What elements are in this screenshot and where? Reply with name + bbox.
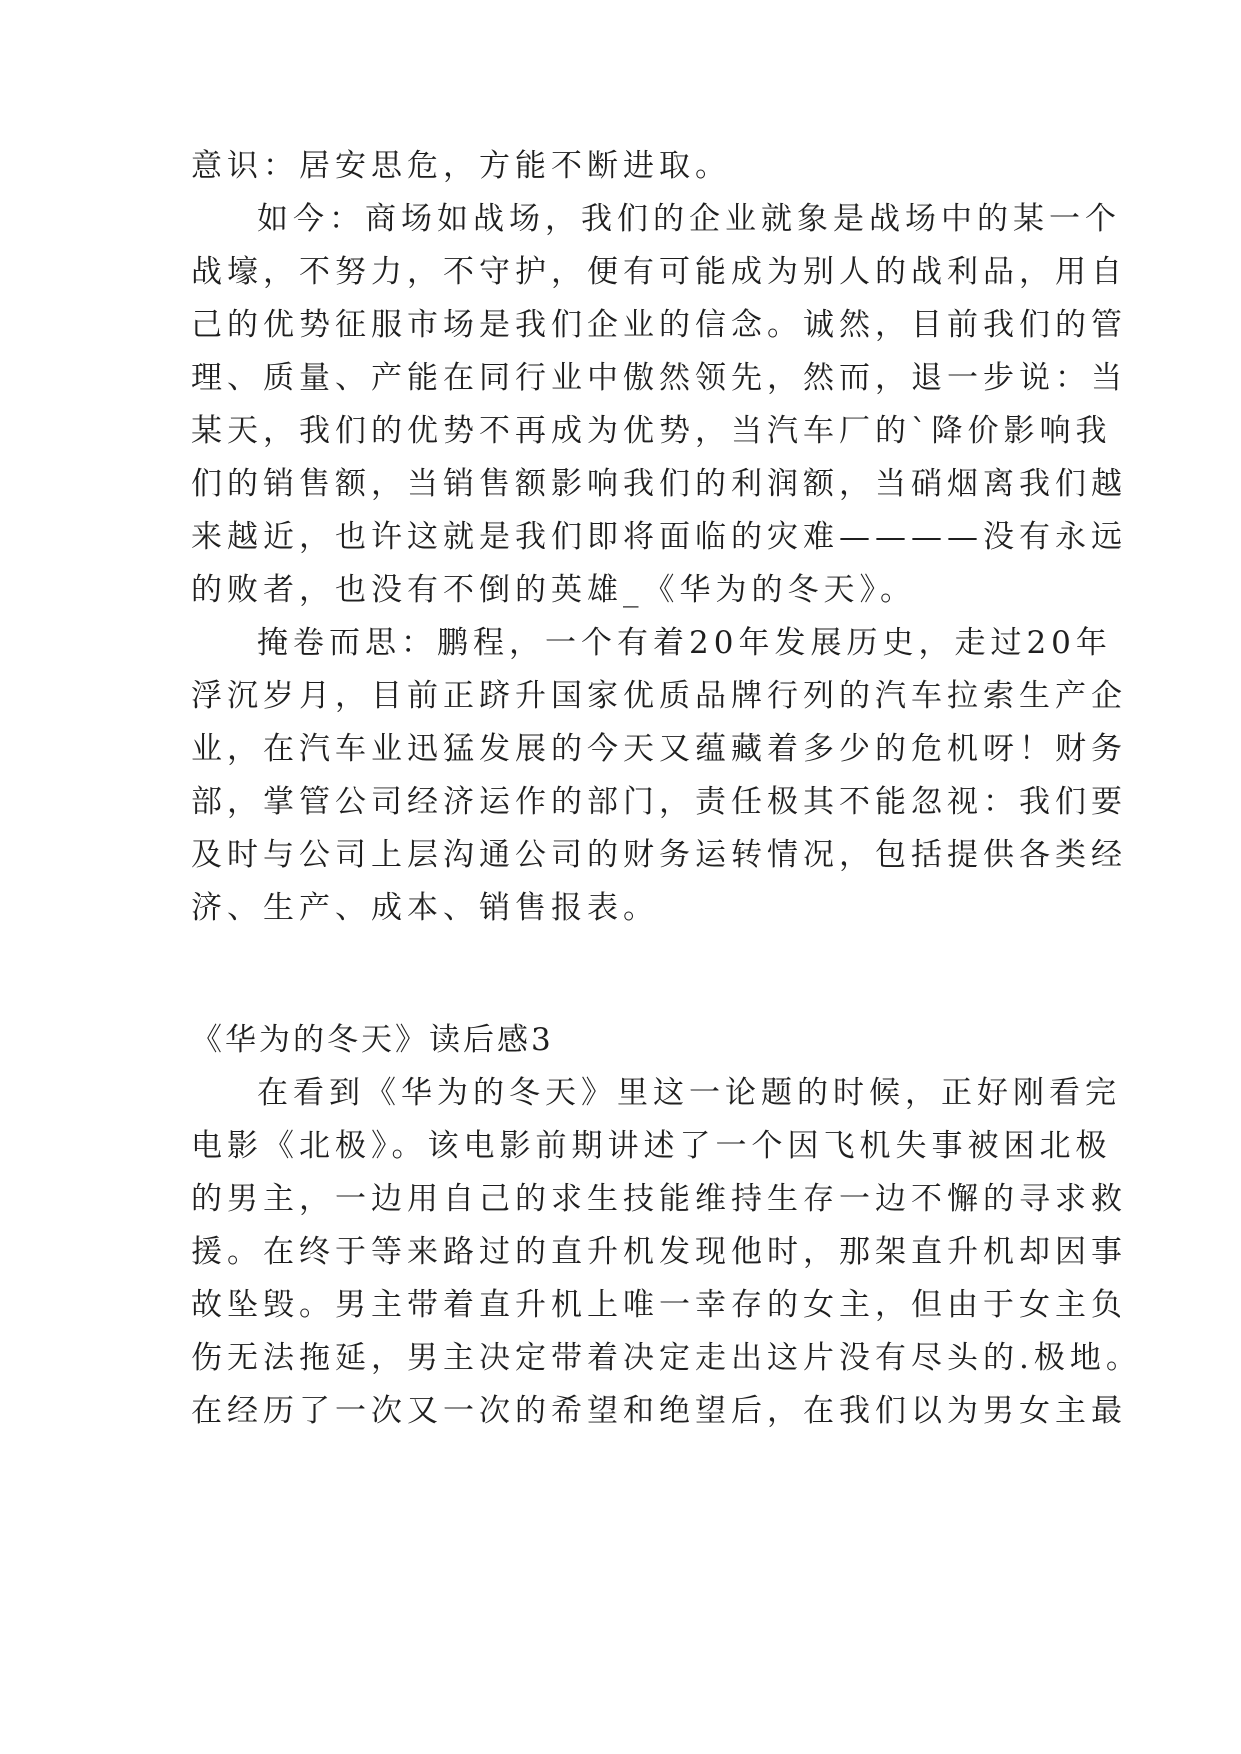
paragraph-line: 己的优势征服市场是我们企业的信念。诚然，目前我们的管	[191, 307, 1127, 343]
paragraph-line: 理、质量、产能在同行业中傲然领先，然而，退一步说：当	[191, 360, 1127, 396]
paragraph-line: 部，掌管公司经济运作的部门，责任极其不能忽视：我们要	[191, 784, 1127, 820]
paragraph-line: 的败者，也没有不倒的英雄_《华为的冬天》。	[191, 572, 916, 608]
paragraph-line: 们的销售额，当销售额影响我们的利润额，当硝烟离我们越	[191, 466, 1127, 502]
paragraph-line: 在经历了一次又一次的希望和绝望后，在我们以为男女主最	[191, 1393, 1127, 1429]
paragraph-line: 意识：居安思危，方能不断进取。	[191, 148, 731, 184]
paragraph-line: 某天，我们的优势不再成为优势，当汽车厂的`降价影响我	[191, 413, 1112, 449]
paragraph-line: 故坠毁。男主带着直升机上唯一幸存的女主，但由于女主负	[191, 1287, 1127, 1323]
paragraph-line: 业，在汽车业迅猛发展的今天又蕴藏着多少的危机呀！财务	[191, 731, 1127, 767]
paragraph-line: 电影《北极》。该电影前期讲述了一个因飞机失事被困北极	[191, 1128, 1112, 1164]
paragraph-line: 浮沉岁月，目前正跻升国家优质品牌行列的汽车拉索生产企	[191, 678, 1127, 714]
paragraph-line: 的男主，一边用自己的求生技能维持生存一边不懈的寻求救	[191, 1181, 1127, 1217]
paragraph-line: 在看到《华为的冬天》里这一论题的时候，正好刚看完	[257, 1075, 1121, 1111]
paragraph-line: 及时与公司上层沟通公司的财务运转情况，包括提供各类经	[191, 837, 1127, 873]
paragraph-line: 如今：商场如战场，我们的企业就象是战场中的某一个	[257, 201, 1121, 237]
paragraph-line: 济、生产、成本、销售报表。	[191, 890, 659, 926]
paragraph-line: 伤无法拖延，男主决定带着决定走出这片没有尽头的.极地。	[191, 1340, 1142, 1376]
paragraph-line: 援。在终于等来路过的直升机发现他时，那架直升机却因事	[191, 1234, 1127, 1270]
section-heading: 《华为的冬天》读后感3	[191, 1022, 554, 1058]
paragraph-line: 战壕，不努力，不守护，便有可能成为别人的战利品，用自	[191, 254, 1127, 290]
paragraph-line: 掩卷而思：鹏程，一个有着20年发展历史，走过20年	[257, 625, 1112, 661]
paragraph-line: 来越近，也许这就是我们即将面临的灾难————没有永远	[191, 519, 1127, 555]
